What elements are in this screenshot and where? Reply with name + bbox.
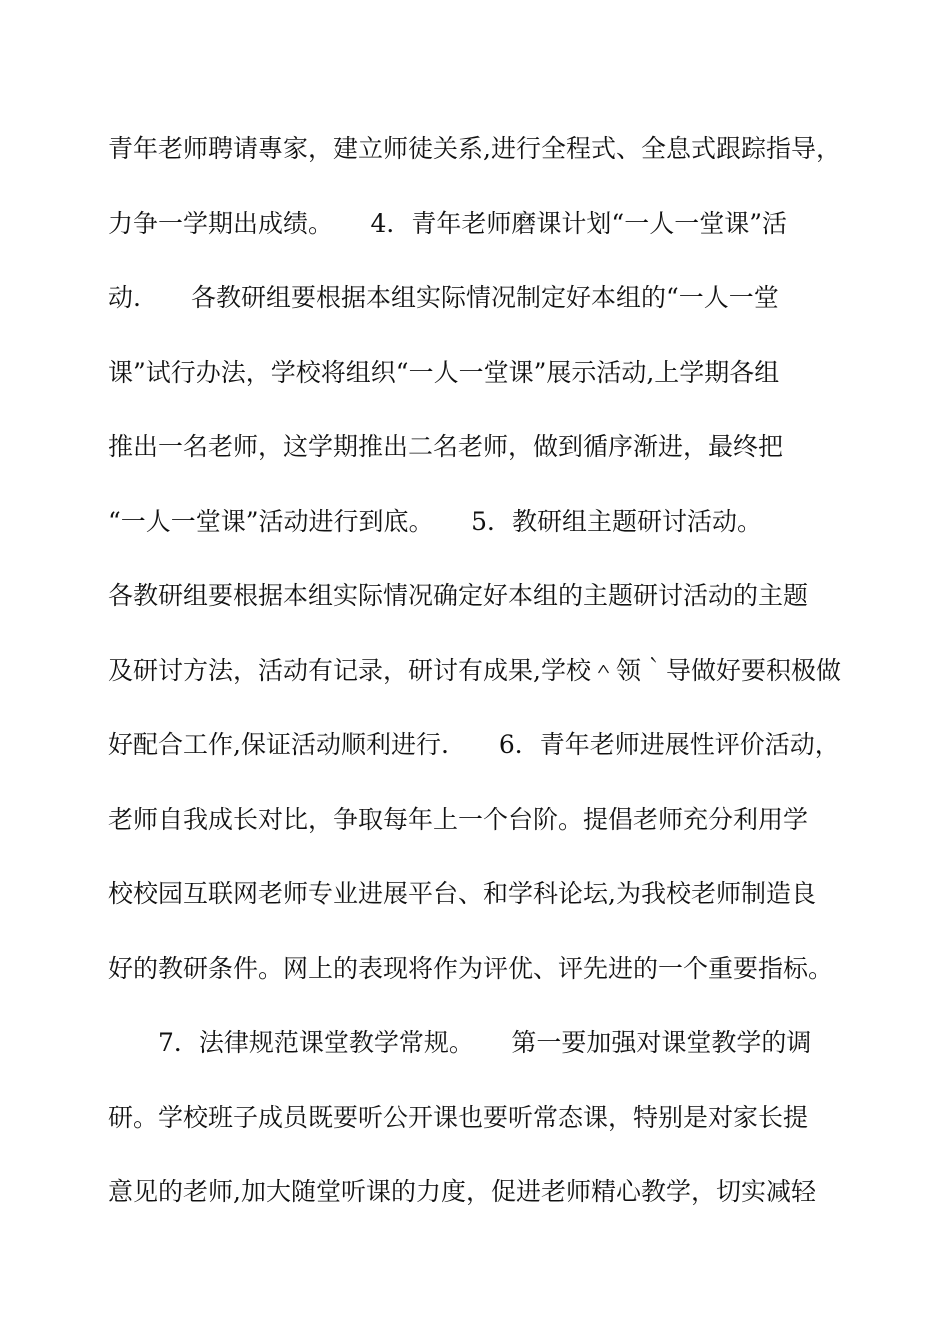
text-line: 各教研组要根据本组实际情况确定好本组的主题研讨活动的主题 (108, 581, 809, 610)
text-line: 青年老师聘请專家，建立师徒关系,进行全程式、全息式跟踪指导， (108, 134, 841, 163)
text-line: 7．法律规范课堂教学常规。 第一要加强对课堂教学的调 (108, 1028, 812, 1057)
text-line: 及研讨方法，活动有记录，研讨有成果,学校＾领｀导做好要积极做 (108, 655, 841, 685)
body-text (108, 124, 868, 1242)
text-line: 课”试行办法，学校将组织“一人一堂课”展示活动,上学期各组 (108, 357, 780, 387)
text-line: 意见的老师,加大随堂听课的力度，促进老师精心教学，切实减轻 (108, 1177, 816, 1206)
text-line: 动. 各教研组要根据本组实际情况制定好本组的“一人一堂 (108, 283, 779, 312)
text-line: 校校园互联网老师专业进展平台、和学科论坛,为我校老师制造良 (108, 879, 816, 908)
text-line: 力争一学期出成绩。 4．青年老师磨课计划“一人一堂课”活 (108, 208, 787, 238)
text-line: 好的教研条件。网上的表现将作为评优、评先进的一个重要指标。 (108, 953, 834, 983)
text-line: “一人一堂课”活动进行到底。 5．教研组主题研讨活动。 (108, 506, 762, 536)
text-line: 老师自我成长对比，争取每年上一个台阶。提倡老师充分利用学 (108, 804, 809, 834)
text-line: 好配合工作,保证活动顺利进行. 6．青年老师进展性评价活动， (108, 730, 840, 759)
text-line: 研。学校班子成员既要听公开课也要听常态课，特别是对家长提 (108, 1102, 809, 1132)
text-line: 推出一名老师，这学期推出二名老师，做到循序渐进，最终把 (108, 432, 784, 461)
